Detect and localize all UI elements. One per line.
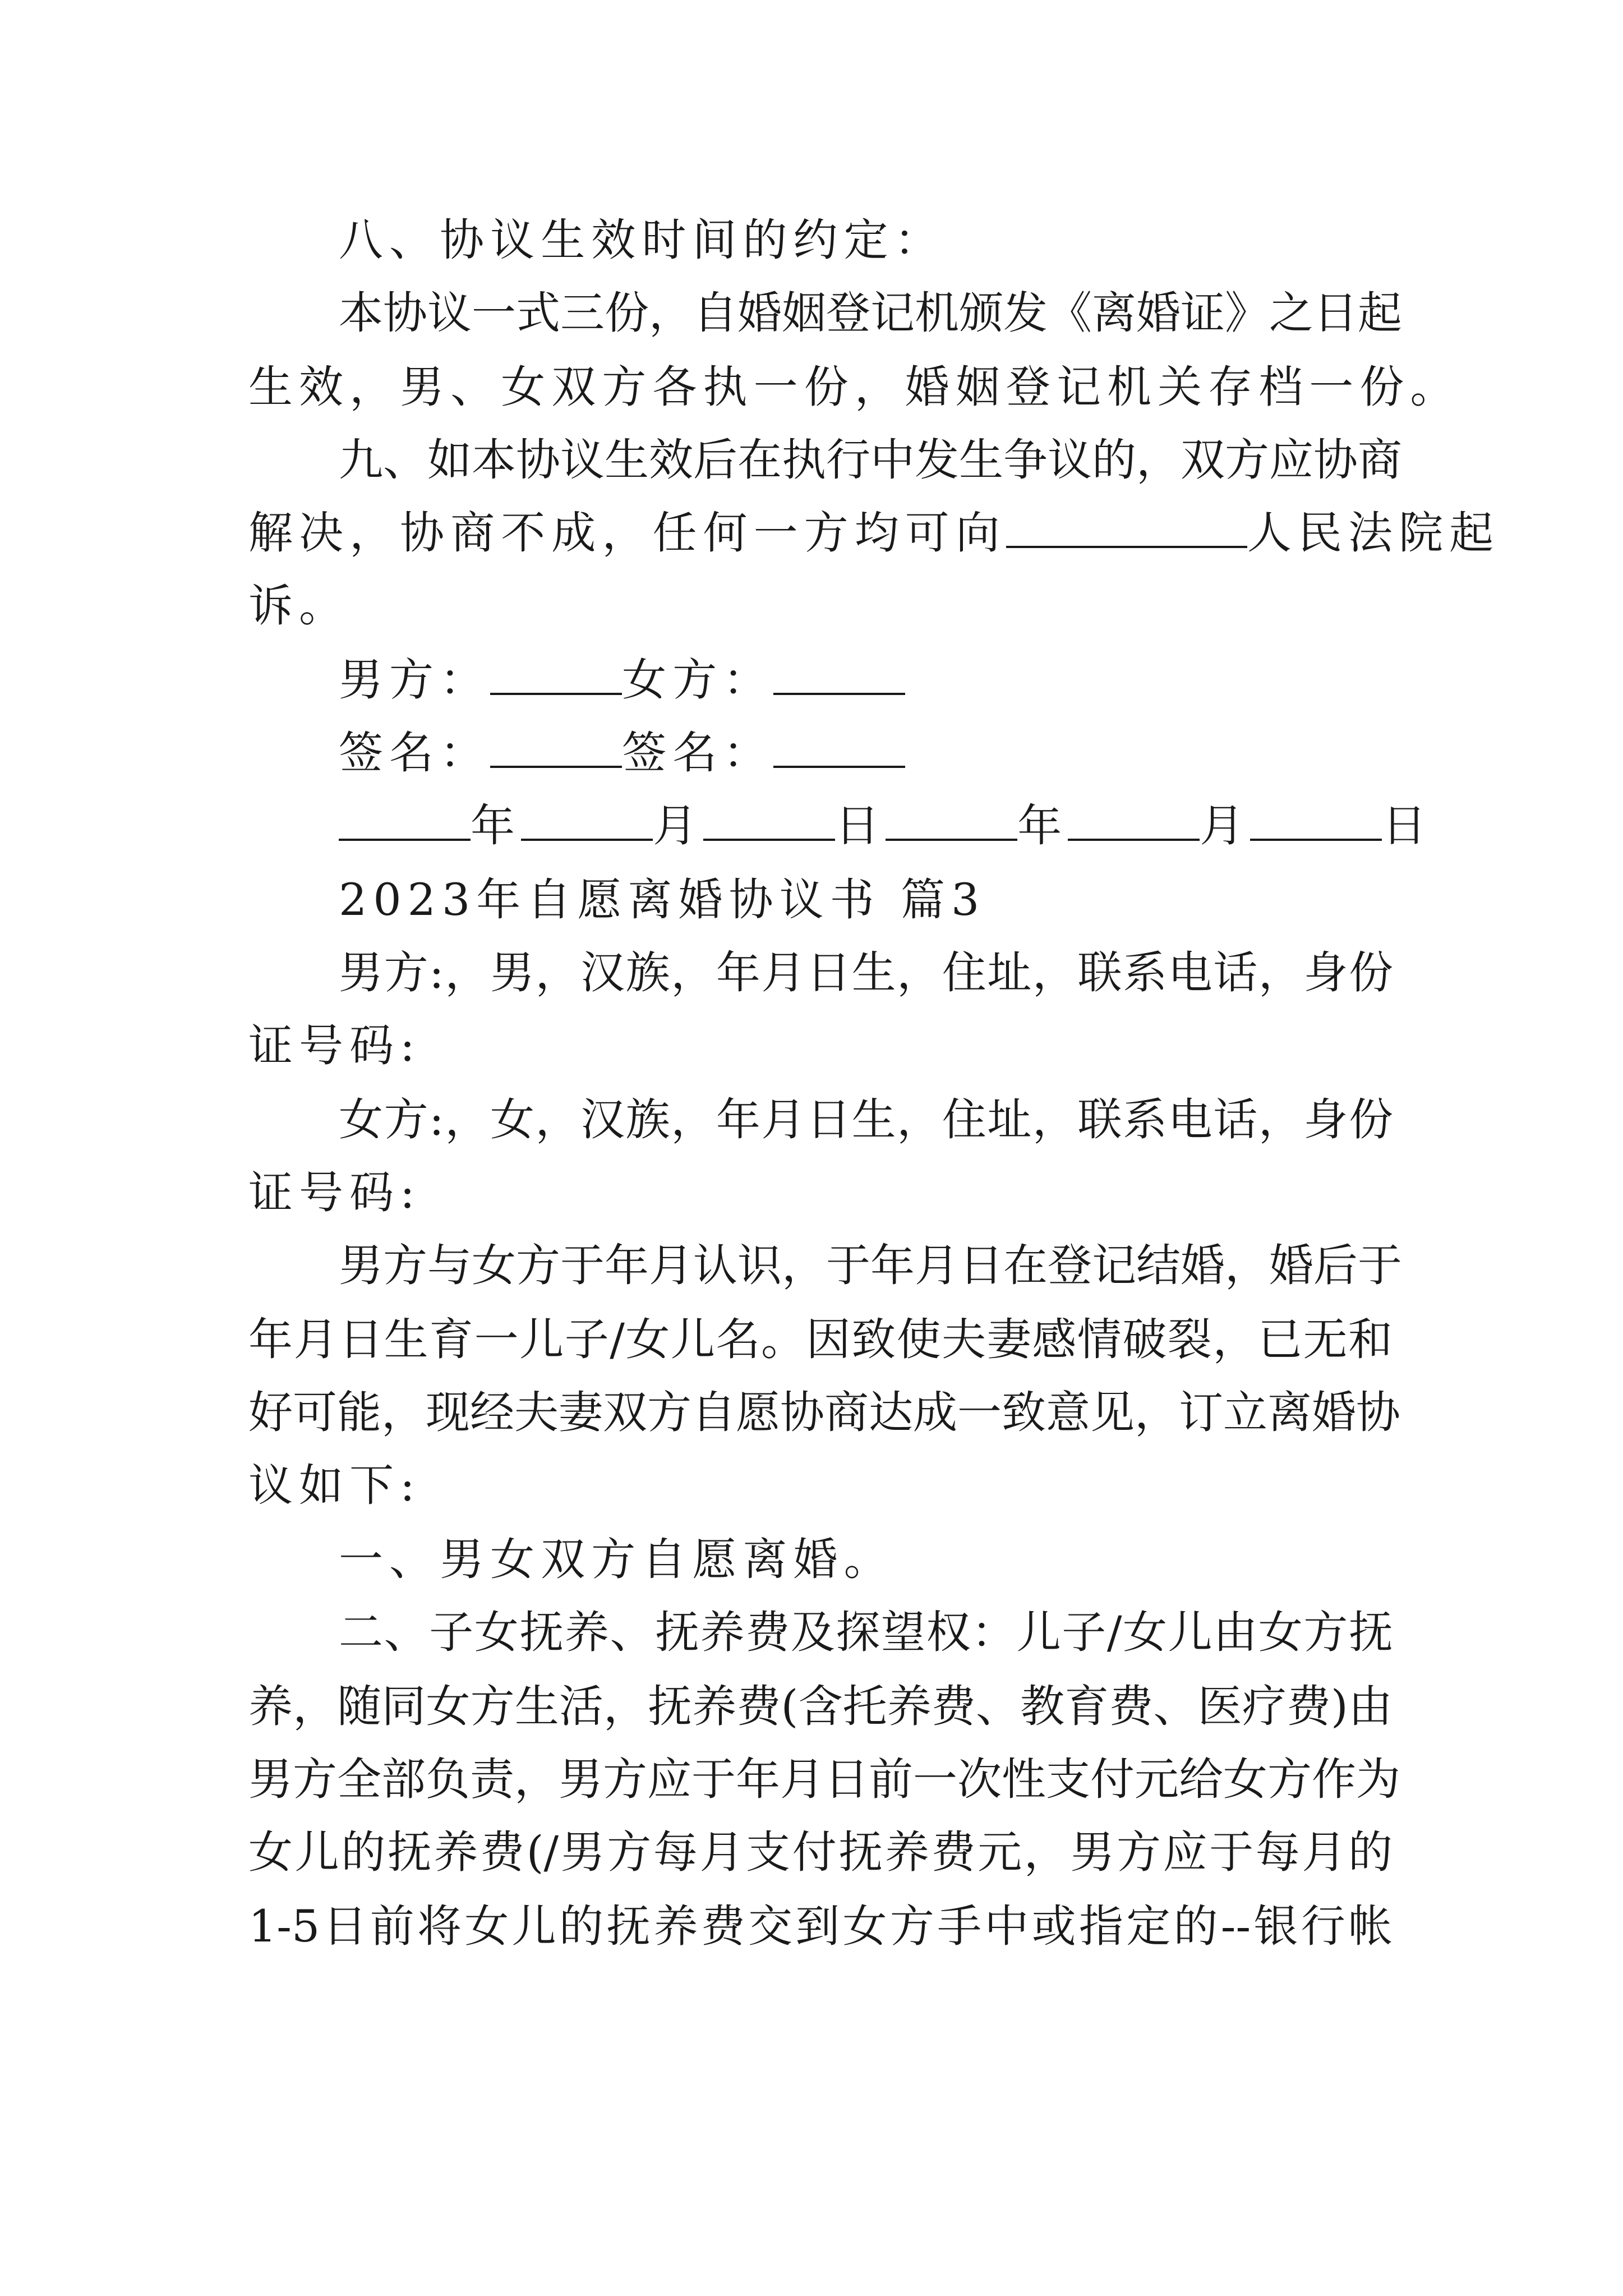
- date-row: [339, 798, 1433, 854]
- paragraph-line: 生效，男、女双方各执一份，婚姻登记机关存档一份。: [248, 361, 1461, 413]
- paragraph-line: 1-5日前将女儿的抚养费交到女方手中或指定的--银行帐: [248, 1901, 1393, 1952]
- text-segment: 解决，协商不成，任何一方均可向: [248, 507, 1006, 559]
- date-blank: [703, 804, 835, 841]
- clause-1: 一、男女双方自愿离婚。: [339, 1534, 895, 1585]
- text-segment: 人民法院起: [1247, 507, 1500, 559]
- paragraph-line: 女方:，女，汉族，年月日生，住址，联系电话，身份: [339, 1094, 1393, 1145]
- paragraph-line: 证号码:: [248, 1020, 421, 1071]
- date-unit: 年: [1017, 800, 1068, 852]
- paragraph-line: 男方:，男，汉族，年月日生，住址，联系电话，身份: [339, 947, 1393, 999]
- paragraph-line: 议如下:: [248, 1460, 421, 1511]
- paragraph-line: 诉。: [248, 580, 350, 632]
- date-unit: 年: [471, 800, 522, 852]
- date-blank: [886, 804, 1017, 841]
- paragraph-line: 男方与女方于年月认识，于年月日在登记结婚，婚后于: [339, 1240, 1402, 1291]
- paragraph-line: 证号码:: [248, 1167, 421, 1218]
- paragraph-line: 男方全部负责，男方应于年月日前一次性支付元给女方作为: [248, 1754, 1400, 1805]
- section-title: 2023年自愿离婚协议书 篇3: [339, 874, 986, 926]
- signature-label: 签名：: [622, 727, 774, 779]
- section-9-line: 九、如本协议生效后在执行中发生争议的，双方应协商: [339, 434, 1402, 486]
- date-blank: [1250, 804, 1382, 841]
- paragraph-line: [248, 505, 1500, 561]
- signature-label: 签名：: [339, 727, 491, 779]
- signature-row: [339, 725, 1393, 781]
- clause-2-line: 二、子女抚养、抚养费及探望权：儿子/女儿由女方抚: [339, 1607, 1393, 1658]
- court-blank-field: [1006, 511, 1247, 548]
- female-name-blank: [773, 658, 905, 695]
- date-blank: [1068, 804, 1200, 841]
- date-unit: 日: [1382, 800, 1433, 852]
- signature-blank: [773, 731, 905, 768]
- paragraph-line: 年月日生育一儿子/女儿名。因致使夫妻感情破裂，已无和: [248, 1314, 1393, 1365]
- date-unit: 月: [1200, 800, 1251, 852]
- section-8-heading: 八、协议生效时间的约定：: [339, 214, 945, 266]
- date-blank: [339, 804, 471, 841]
- male-name-blank: [490, 658, 622, 695]
- male-party-label: 男方：: [339, 654, 491, 706]
- paragraph-line: 本协议一式三份，自婚姻登记机颁发《离婚证》之日起: [339, 287, 1402, 339]
- date-blank: [521, 804, 653, 841]
- signature-blank: [490, 731, 622, 768]
- paragraph-line: 好可能，现经夫妻双方自愿协商达成一致意见，订立离婚协: [248, 1387, 1400, 1438]
- date-unit: 月: [653, 800, 704, 852]
- female-party-label: 女方：: [622, 654, 774, 706]
- date-unit: 日: [835, 800, 886, 852]
- paragraph-line: 女儿的抚养费(/男方每月支付抚养费元，男方应于每月的: [248, 1826, 1393, 1878]
- paragraph-line: 养，随同女方生活，抚养费(含托养费、教育费、医疗费)由: [248, 1681, 1393, 1732]
- party-name-row: [339, 652, 1393, 708]
